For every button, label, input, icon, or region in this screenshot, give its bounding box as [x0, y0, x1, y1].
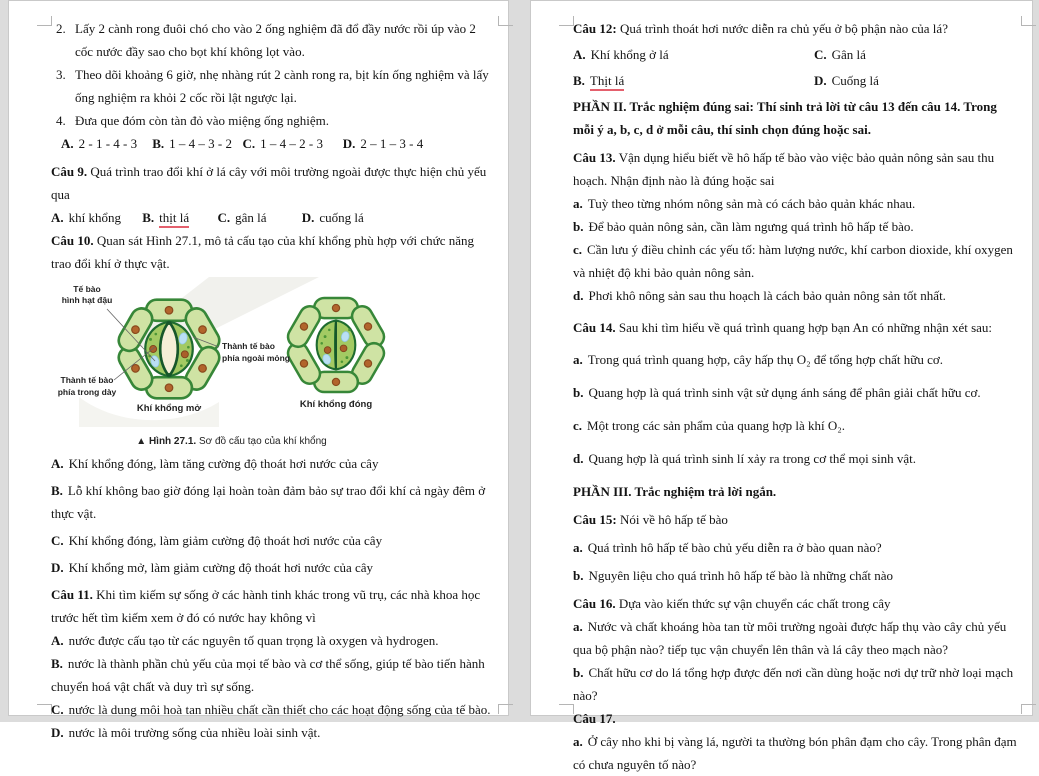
option — [218, 206, 299, 229]
statement-item — [573, 414, 1021, 437]
figure-caption-bold: ▲ Hình 27.1. — [136, 436, 197, 447]
option-letter: D. — [301, 210, 315, 225]
short-answer-item — [573, 615, 1021, 661]
question-10 — [51, 229, 497, 275]
nucleus — [181, 351, 188, 358]
question-label: Câu 12: — [573, 21, 617, 36]
question-13 — [573, 146, 1021, 192]
stoma-open — [115, 300, 223, 399]
item-text: Chất hữu cơ do lá tổng hợp được đến nơi cần dùng hoặc nơi dự trữ nhờ loại mạch nào? — [573, 665, 1014, 703]
step-text: Theo dõi khoảng 6 giờ, nhẹ nhàng rút 2 cành rong ra, bịt kín ống nghiệm và lấy ống nghiệm ra khỏi 2 cốc rồi lật ngược lại. — [75, 67, 489, 105]
question-9-options — [51, 206, 497, 229]
text-boundary-mark — [37, 704, 52, 714]
question-label: Câu 9. — [51, 164, 88, 179]
step-text: Đưa que đóm còn tàn đỏ vào miệng ống nghiệm. — [75, 113, 329, 128]
option-text: cuống lá — [319, 210, 364, 225]
item-letter: a. — [573, 734, 583, 749]
option — [51, 629, 497, 652]
option-letter: B. — [152, 136, 165, 151]
option — [573, 69, 814, 92]
question-12-options-row — [573, 43, 1021, 66]
option-text: 1 – 4 – 2 - 3 — [260, 136, 323, 151]
option — [51, 721, 497, 744]
figure-label-inner-wall: Thành tế bào — [60, 375, 114, 385]
nucleus — [150, 345, 157, 352]
procedure-step — [51, 63, 497, 109]
stomata-figure — [59, 277, 404, 427]
question-9 — [51, 160, 497, 206]
item-text: Trong quá trình quang hợp, cây hấp thụ O₂ để tổng hợp chất hữu cơ. — [587, 352, 943, 367]
text-boundary-mark — [1021, 16, 1036, 26]
short-answer-item — [573, 564, 1021, 587]
question-15 — [573, 508, 1021, 531]
step-text: Lấy 2 cành rong đuôi chó cho vào 2 ống nghiệm đã đổ đầy nước rồi úp vào 2 cốc nước đầy sao cho bọt khí không lọt vào. — [75, 21, 476, 59]
option — [51, 652, 497, 698]
step-number: 2. — [56, 21, 66, 36]
option-text: nước là dung môi hoà tan nhiều chất cần thiết cho các hoạt động sống của tế bào. — [68, 702, 491, 717]
item-letter: a. — [573, 619, 583, 634]
order-option — [152, 132, 239, 155]
figure-label-bean-cell: hình hạt đậu — [61, 295, 113, 305]
figure-label-bean-cell: Tế bào — [73, 284, 101, 294]
text-boundary-mark — [37, 16, 52, 26]
stoma-closed — [284, 298, 387, 392]
short-answer-item — [573, 661, 1021, 707]
procedure-step — [51, 109, 497, 132]
question-text: Nói về hô hấp tế bào — [619, 512, 728, 527]
order-options-row — [51, 132, 497, 155]
figure-label-closed: Khí khổng đóng — [299, 399, 373, 410]
part-3-heading: PHẦN III. Trắc nghiệm trả lời ngắn. — [573, 484, 777, 499]
option-text: Cuống lá — [831, 73, 879, 88]
figure-27-1 — [59, 277, 404, 450]
text-boundary-mark — [498, 704, 513, 714]
item-letter: d. — [573, 288, 584, 303]
option-text: gân lá — [235, 210, 267, 225]
figure-caption-text: Sơ đồ cấu tạo của khí khổng — [196, 436, 327, 447]
part-2-heading: PHẦN II. Trắc nghiệm đúng sai: Thí sinh trả lời từ câu 13 đến câu 14. Trong mỗi ý a, b, c, d ở mỗi câu, thí sinh chọn đúng hoặc sai. — [573, 99, 997, 137]
option-text: 2 – 1 – 3 - 4 — [360, 136, 424, 151]
item-text: Cần lưu ý điều chỉnh các yếu tố: hàm lượng nước, khí carbon dioxide, khí oxygen và nhiệt độ khi bảo quản nông sản. — [573, 242, 1013, 280]
statement-item — [573, 238, 1021, 284]
option — [142, 206, 214, 229]
question-label: Câu 11. — [51, 587, 93, 602]
option-letter: B. — [51, 483, 63, 498]
option — [302, 206, 364, 229]
item-letter: c. — [573, 418, 583, 433]
option-letter: A. — [61, 136, 74, 151]
question-label: Câu 15: — [573, 512, 617, 527]
option — [51, 479, 497, 525]
text-boundary-mark — [559, 704, 574, 714]
item-letter: b. — [573, 665, 584, 680]
figure-caption — [59, 434, 404, 450]
text-boundary-mark — [498, 16, 513, 26]
item-text: Quá trình hô hấp tế bào chủ yếu diễn ra ở bào quan nào? — [587, 540, 882, 555]
option-text: Khí khổng đóng, làm tăng cường độ thoát hơi nước của cây — [68, 456, 379, 471]
option-text: Lỗ khí không bao giờ đóng lại hoàn toàn đảm bảo sự trao đổi khí cả ngày đêm ở thực vật. — [51, 483, 486, 521]
statement-item — [573, 348, 1021, 371]
statement-item — [573, 381, 1021, 404]
option-letter: A. — [51, 210, 64, 225]
option-letter: D. — [342, 136, 356, 151]
option — [51, 529, 497, 552]
short-answer-item — [573, 536, 1021, 559]
question-text: Quá trình thoát hơi nước diễn ra chủ yếu ở bộ phận nào của lá? — [619, 21, 948, 36]
option-letter: A. — [573, 47, 586, 62]
option-letter: A. — [51, 633, 64, 648]
question-label: Câu 10. — [51, 233, 94, 248]
nucleus — [340, 345, 347, 352]
option — [51, 556, 497, 579]
question-17-label: Câu 17. — [573, 711, 616, 726]
item-letter: b. — [573, 219, 584, 234]
option-text: 1 – 4 – 3 - 2 — [169, 136, 233, 151]
statement-item — [573, 284, 1021, 307]
nucleus — [324, 347, 331, 354]
procedure-step — [51, 17, 497, 63]
option-letter: D. — [51, 725, 64, 740]
option-text: nước được cấu tạo từ các nguyên tố quan trọng là oxygen và hydrogen. — [68, 633, 439, 648]
question-text: Quan sát Hình 27.1, mô tả cấu tạo của khí khổng phù hợp với chức năng trao đổi khí ở thực vật. — [51, 233, 475, 271]
option-letter: B. — [142, 210, 155, 225]
option — [51, 698, 497, 721]
option — [51, 206, 139, 229]
item-letter: b. — [573, 385, 584, 400]
page-left — [8, 0, 509, 740]
question-text: Sau khi tìm hiểu về quá trình quang hợp bạn An có những nhận xét sau: — [618, 320, 993, 335]
question-text: Vận dụng hiểu biết về hô hấp tế bào vào việc bảo quản nông sản sau thu hoạch. Nhận định nào là đúng hoặc sai — [573, 150, 995, 188]
item-letter: b. — [573, 568, 584, 583]
item-letter: a. — [573, 196, 583, 211]
option-letter: A. — [51, 456, 64, 471]
figure-label-inner-wall: phía trong dày — [57, 387, 117, 397]
page-right — [530, 0, 1033, 772]
item-text: Quang hợp là quá trình sinh vật sử dụng ánh sáng để phân giải chất hữu cơ. — [588, 385, 981, 400]
item-letter: a. — [573, 540, 583, 555]
option — [51, 452, 497, 475]
question-label: Câu 14. — [573, 320, 616, 335]
statement-item — [573, 192, 1021, 215]
order-option — [343, 132, 423, 155]
question-label: Câu 16. — [573, 596, 616, 611]
option-letter: D. — [51, 560, 64, 575]
question-text: Dựa vào kiến thức sự vận chuyển các chất trong cây — [618, 596, 891, 611]
page-right-content — [573, 17, 1021, 776]
option-text: khí khổng — [68, 210, 122, 225]
option-letter: B. — [573, 73, 585, 88]
statement-item — [573, 447, 1021, 470]
option — [573, 43, 814, 66]
option-text-underlined: thịt lá — [159, 210, 189, 228]
statement-item — [573, 215, 1021, 238]
figure-label-outer-wall: phía ngoài mỏng — [222, 353, 290, 363]
option-letter: C. — [242, 136, 256, 151]
item-text: Phơi khô nông sản sau thu hoạch là cách bảo quản nông sản tốt nhất. — [588, 288, 946, 303]
text-boundary-mark — [559, 16, 574, 26]
option-text: nước là thành phần chủ yếu của mọi tế bào và cơ thể sống, giúp tế bào tiến hành chuyển hoá vật chất và duy trì sự sống. — [51, 656, 485, 694]
step-number: 4. — [56, 113, 66, 128]
page-left-content — [51, 17, 497, 744]
figure-label-open: Khí khổng mở — [136, 403, 202, 414]
text-boundary-mark — [1021, 704, 1036, 714]
option-letter: B. — [51, 656, 63, 671]
item-text: Một trong các sản phẩm của quang hợp là khí O₂. — [587, 418, 846, 433]
step-number: 3. — [56, 67, 66, 82]
order-option — [61, 132, 149, 155]
order-option — [243, 132, 340, 155]
option-text: Khí khổng đóng, làm giảm cường độ thoát hơi nước của cây — [68, 533, 383, 548]
option-letter: D. — [814, 73, 827, 88]
item-text: Để bảo quản nông sản, cần làm ngưng quá trình hô hấp tế bào. — [588, 219, 914, 234]
item-text: Nguyên liệu cho quá trình hô hấp tế bào là những chất nào — [588, 568, 894, 583]
option-letter: C. — [814, 47, 827, 62]
option-letter: C. — [51, 533, 64, 548]
question-16 — [573, 592, 1021, 615]
figure-label-outer-wall: Thành tế bào — [222, 341, 275, 351]
option-letter: C. — [217, 210, 231, 225]
item-letter: c. — [573, 242, 583, 257]
question-label: Câu 13. — [573, 150, 616, 165]
question-12 — [573, 17, 1021, 40]
option — [814, 69, 1021, 92]
item-text: Ở cây nho khi bị vàng lá, người ta thường bón phân đạm cho cây. Trong phân đạm có chưa nguyên tố nào? — [573, 734, 1017, 772]
question-12-options-row — [573, 69, 1021, 92]
option-text: Gân lá — [831, 47, 866, 62]
item-letter: a. — [573, 352, 583, 367]
question-11 — [51, 583, 497, 629]
item-letter: d. — [573, 451, 584, 466]
question-text: Khi tìm kiếm sự sống ở các hành tinh khác trong vũ trụ, các nhà khoa học trước hết tìm kiếm xem ở đó có nước hay không vì — [51, 587, 481, 625]
option-text: Khí khổng ở lá — [590, 47, 669, 62]
item-text: Quang hợp là quá trình sinh lí xảy ra trong cơ thể mọi sinh vật. — [588, 451, 916, 466]
item-text: Nước và chất khoáng hòa tan từ môi trường ngoài được hấp thụ vào cây chủ yếu qua bộ phận nào? tiếp tục vận chuyển lên thân và lá cây theo mạch nào? — [573, 619, 1007, 657]
option-letter: C. — [51, 702, 64, 717]
question-text: Quá trình trao đổi khí ở lá cây với môi trường ngoài được thực hiện chủ yếu qua — [51, 164, 487, 202]
option-text: Khí khổng mở, làm giảm cường độ thoát hơi nước của cây — [68, 560, 374, 575]
item-text: Tuỳ theo từng nhóm nông sản mà có cách bảo quản khác nhau. — [587, 196, 916, 211]
short-answer-item — [573, 730, 1021, 776]
option-text-underlined: Thịt lá — [590, 73, 624, 91]
option — [814, 43, 1021, 66]
question-14 — [573, 316, 1021, 339]
option-text: 2 - 1 - 4 - 3 — [78, 136, 138, 151]
option-text: nước là môi trường sống của nhiều loài sinh vật. — [68, 725, 321, 740]
